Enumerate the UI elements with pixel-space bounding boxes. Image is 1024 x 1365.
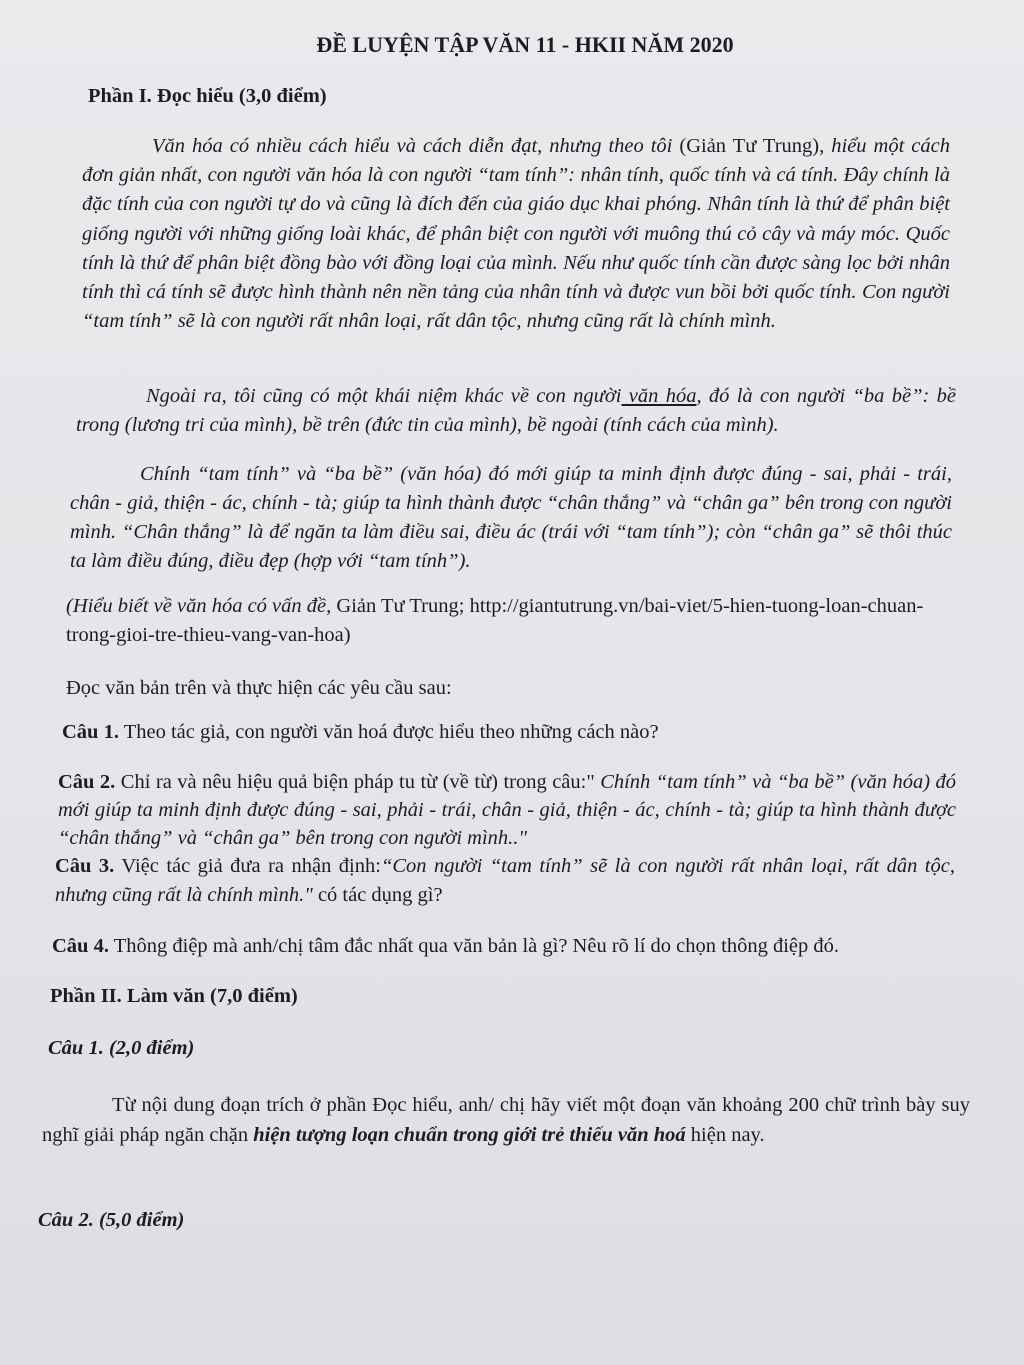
passage-paragraph-3: Chính “tam tính” và “ba bề” (văn hóa) đó mới giúp ta minh định được đúng - sai, phải - trái, chân - giả, thiện - ác, chính - tà; giúp ta hình thành được “chân thắng” và “chân ga” bên trong con người mình. “Chân thắng” là để ngăn ta làm điều sai, điều ác (trái với “tam tính”); còn “chân ga” sẽ thôi thúc ta làm điều đúng, điều đẹp (hợp với “tam tính”). xyxy=(70,463,952,572)
p2-text-a: Ngoài ra, tôi cũng có một khái niệm khác về con người xyxy=(146,385,622,407)
question-2 xyxy=(58,768,956,852)
exam-title: ĐỀ LUYỆN TẬP VĂN 11 - HKII NĂM 2020 xyxy=(316,32,734,57)
source-title: (Hiểu biết về văn hóa có vấn đề, xyxy=(66,595,337,617)
q3-tail: có tác dụng gì? xyxy=(312,884,443,906)
question-1 xyxy=(62,718,952,747)
question-4 xyxy=(52,932,962,961)
passage-paragraph-1 xyxy=(82,132,950,336)
c1-text-c: hiện nay. xyxy=(685,1124,765,1146)
passage-source xyxy=(66,592,966,650)
part2-heading: Phần II. Làm văn (7,0 điểm) xyxy=(50,985,298,1007)
question-3 xyxy=(55,852,955,910)
q2-label: Câu 2. xyxy=(58,771,116,793)
c1-emphasis: hiện tượng loạn chuẩn trong giới trẻ thiếu văn hoá xyxy=(253,1124,686,1146)
part2-question-1-heading: Câu 1. (2,0 điểm) xyxy=(48,1037,195,1059)
passage-paragraph-2 xyxy=(76,382,956,440)
q2-quote: Chính “tam tính” và “ba bề” (văn hóa) đó mới giúp ta minh định được đúng - sai, phải - trái, chân - giả, thiện - ác, chính - tà; giúp ta hình thành được “chân thắng” và “chân ga” bên trong con người mình.." xyxy=(58,771,956,849)
c1-text-a: Từ nội dung đoạn trích ở phần Đọc hiểu, anh/ chị hãy viết một đoạn văn khoảng 200 chữ trình bày suy nghĩ giải pháp ngăn chặn xyxy=(42,1094,970,1146)
source-citation: Giản Tư Trung; http://giantutrung.vn/bai-viet/5-hien-tuong-loan-chuan-trong-gioi-tre-thieu-vang-van-hoa) xyxy=(66,595,924,646)
q4-text: Thông điệp mà anh/chị tâm đắc nhất qua văn bản là gì? Nêu rõ lí do chọn thông điệp đó. xyxy=(108,935,840,957)
q4-label: Câu 4. xyxy=(52,935,109,957)
part2-question-1-text xyxy=(42,1090,970,1150)
q1-label: Câu 1. xyxy=(62,721,119,743)
q1-text: Theo tác giả, con người văn hoá được hiểu theo những cách nào? xyxy=(118,721,659,743)
q3-text: Việc tác giả đưa ra nhận định: xyxy=(114,855,381,877)
q3-label: Câu 3. xyxy=(55,855,115,877)
p2-underlined: văn hóa xyxy=(621,385,697,407)
q2-text: Chỉ ra và nêu hiệu quả biện pháp tu từ (về từ) trong câu:" xyxy=(115,771,601,793)
p1-text-a: Văn hóa có nhiều cách hiểu và cách diễn đạt, nhưng theo tôi xyxy=(152,135,680,157)
part1-heading: Phần I. Đọc hiểu (3,0 điểm) xyxy=(88,85,327,107)
p2-text-c: , đó là con người “ba bề”: bề trong (lương tri của mình), bề trên (đức tin của mình), bề ngoài (tính cách của mình). xyxy=(76,385,956,436)
p1-text-b: (Giản Tư Trung), xyxy=(679,135,832,157)
p1-text-c: hiểu một cách đơn giản nhất, con người văn hóa là con người “tam tính”: nhân tính, quốc tính và cá tính. Đây chính là đặc tính của con người tự do và cũng là đích đến của giáo dục khai phóng. Nhân tính là thứ để phân biệt giống người với những giống loài khác, để phân biệt con người với muông thú cỏ cây và máy móc. Quốc tính là thứ để phân biệt đồng bào với đồng loại của mình. Nếu như quốc tính cần được sàng lọc bởi nhân tính thì cá tính sẽ được hình thành nên nền tảng của nhân tính và được vun bồi bởi quốc tính. Con người “tam tính” sẽ là con người rất nhân loại, rất dân tộc, nhưng cũng rất là chính mình. xyxy=(82,135,950,333)
q3-quote: “Con người “tam tính” sẽ là con người rất nhân loại, rất dân tộc, nhưng cũng rất là chính mình." xyxy=(55,855,955,906)
reading-instruction: Đọc văn bản trên và thực hiện các yêu cầu sau: xyxy=(66,677,452,699)
part2-question-2-heading: Câu 2. (5,0 điểm) xyxy=(38,1209,185,1231)
